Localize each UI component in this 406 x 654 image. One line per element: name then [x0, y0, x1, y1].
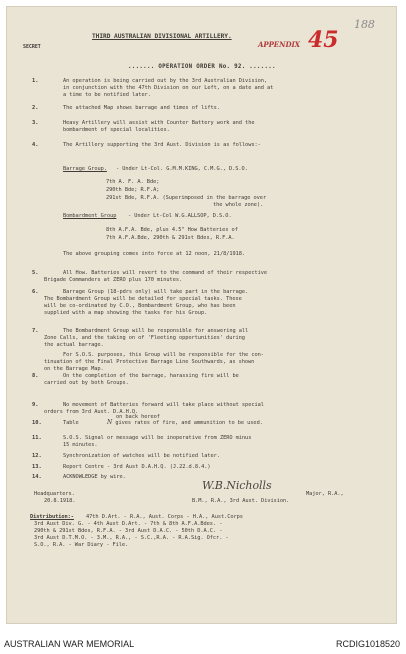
para-line: will be co-ordinated by C.O., Bombardment Group, who has been: [44, 303, 236, 309]
signatory-rank: Major, R.A.,: [306, 491, 344, 497]
distribution-line: 47th D.Art. - R.A., Aust. Corps - H.A., Aust.Corps: [86, 514, 243, 520]
para-number: 14.: [32, 474, 42, 480]
barrage-group-commander: - Under Lt-Col. G.M.M.KING, C.M.G., D.S.O.: [116, 166, 248, 172]
distribution-line: 3rd Aust Div. G. - 4th Aust D.Art. - 7th & 8th A.F.A.Bdes. -: [34, 521, 223, 527]
para-line: For S.O.S. purposes, this Group will be responsible for the con-: [63, 352, 264, 358]
para-number: 11.: [32, 435, 42, 441]
para-line: An operation is being carried out by the 3rd Australian Division,: [63, 78, 268, 84]
para-number: 6.: [32, 289, 39, 295]
bombardment-unit: 7th A.F.A.Bde, 290th & 291st Bdes, R.F.A.: [106, 235, 235, 241]
headquarters: Headquarters.: [34, 491, 75, 497]
distribution-label: Distribution:-: [30, 514, 74, 520]
para-number: 10.: [32, 420, 42, 426]
para-number: 8.: [32, 373, 39, 379]
para-line: a time to be notified later.: [63, 92, 151, 98]
para-number: 12.: [32, 453, 42, 459]
para-line: Zone Calls, and the taking on of 'Fleeting opportunities' during: [44, 335, 245, 341]
para-14: ACKNOWLEDGE by wire.: [63, 474, 126, 480]
appendix-handwriting: APPENDIX: [258, 40, 301, 49]
order-title: ....... OPERATION ORDER No. 92. .......: [128, 64, 276, 70]
para-line: No movement of Batteries forward will take place without special: [63, 402, 264, 408]
barrage-note: the whole zone).: [213, 202, 264, 208]
para-line: supplied with a map showing the tasks for his Group.: [44, 310, 208, 316]
bombardment-group-commander: - Under Lt-Col W.G.ALLSOP, D.S.O.: [128, 213, 232, 219]
para-line: The Bombardment Group will be detailed for special tasks. These: [44, 296, 242, 302]
distribution-line: 290th & 291st Bdes, R.F.A. - 3rd Aust D.A.C. - 50th D.A.C. -: [34, 528, 223, 534]
para-line: in conjunction with the 47th Division on our Left, on a date and at: [63, 85, 274, 91]
para-line: tinuation of the Final Protective Barrage Line Southwards, as shown: [44, 359, 255, 365]
para-line: bombardment of special localities.: [63, 127, 170, 133]
barrage-unit: 7th A. F. A. Bde;: [106, 179, 160, 185]
distribution-line: 3rd Aust D.T.M.O. - 3.M., R.A., - S.C.,R.A. - R.A.Sig. Ofcr. -: [34, 535, 229, 541]
red-page-number: 45: [308, 27, 339, 53]
barrage-unit: 291st Bde, R.F.A. (Superimposed in the barrage over: [106, 195, 267, 201]
footer-id: RCDIG1018520: [335, 639, 400, 649]
para-line: Heavy Artillery will assist with Counter Battery work and the: [63, 120, 255, 126]
para-line: The Artillery supporting the 3rd Aust. Division is as follows:-: [63, 142, 261, 148]
footer: [0, 634, 406, 654]
para-11-line-2: 15 minutes.: [63, 442, 98, 448]
folio-number: 188: [354, 18, 375, 31]
para-line: orders from 3rd Aust. D.A.H.Q.: [44, 409, 139, 415]
barrage-group-label: Barrage Group.: [63, 166, 107, 172]
para-line: All How. Batteries will revert to the command of their respective: [63, 270, 268, 276]
bombardment-unit: 8th A.F.A. Bde, plus 4.5" How Batteries of: [106, 227, 238, 233]
para-line: The attached Map shows barrage and times of lifts.: [63, 105, 220, 111]
para-line: On the completion of the barrage, harassing fire will be: [63, 373, 239, 379]
para-12: Synchronization of watches will be notified later.: [63, 453, 220, 459]
para-11-line-1: S.O.S. Signal or message will be inoperative from ZERO minus: [63, 435, 252, 441]
signatory-bm: B.M., R.A., 3rd Aust. Division.: [192, 498, 290, 504]
para-line: on the Barrage Map.: [44, 366, 104, 372]
para-line: the actual barrage.: [44, 342, 104, 348]
document-page: [6, 6, 397, 624]
para-number: 3.: [32, 120, 39, 126]
document-title: THIRD AUSTRALIAN DIVISIONAL ARTILLERY.: [92, 33, 232, 40]
grouping-in-force: The above grouping comes into force at 12 noon, 21/8/1918.: [63, 251, 246, 257]
barrage-unit: 290th Bde; R.F.A;: [106, 187, 160, 193]
para-line: Barrage Group (18-pdrs only) will take part in the barrage.: [63, 289, 249, 295]
signature: W.B.Nicholls: [202, 479, 272, 492]
para-number: 9.: [32, 402, 39, 408]
para-line: The Bombardment Group will be responsible for answering all: [63, 328, 249, 334]
para-number: 2.: [32, 105, 39, 111]
para-number: 1.: [32, 78, 39, 84]
para-number: 5.: [32, 270, 39, 276]
footer-source: AUSTRALIAN WAR MEMORIAL: [4, 639, 135, 649]
para-13: Report Centre - 3rd Aust D.A.H.Q. (J.22.d.8.4.): [63, 464, 211, 470]
order-date: 20.8.1918.: [44, 498, 76, 504]
para-10: Table N gives rates of fire, and ammunition to be used.: [63, 419, 263, 426]
distribution-line: S.O., R.A. - War Diary - File.: [34, 542, 129, 548]
para-line: Brigade Commanders at ZERO plus 170 minutes.: [44, 277, 183, 283]
bombardment-group-label: Bombardment Group: [63, 213, 117, 219]
on-back-note: on back hereof: [116, 414, 160, 420]
para-number: 7.: [32, 328, 39, 334]
secret-stamp: SECRET: [23, 44, 41, 50]
para-number: 13.: [32, 464, 42, 470]
para-line: carried out by both Groups.: [44, 380, 129, 386]
para-number: 4.: [32, 142, 39, 148]
